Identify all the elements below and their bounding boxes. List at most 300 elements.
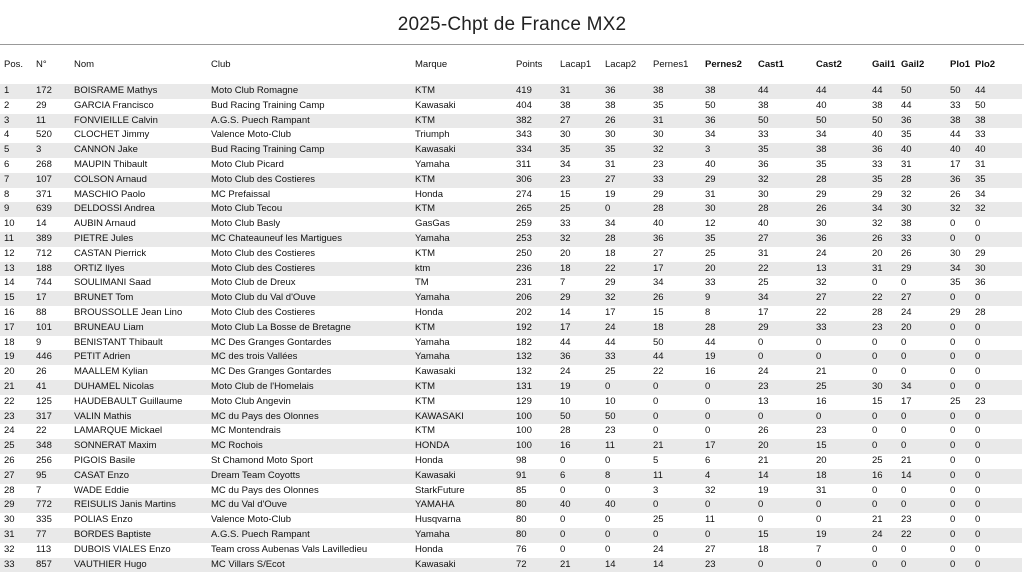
- table-cell: 35: [701, 232, 754, 247]
- table-cell: 23: [653, 158, 664, 170]
- table-cell: 50: [868, 114, 897, 129]
- table-cell: 21: [816, 366, 827, 378]
- table-cell: 36: [758, 158, 769, 170]
- table-row: [0, 262, 1022, 277]
- table-cell: Bud Racing Training Camp: [211, 99, 325, 111]
- table-cell: Kawasaki: [415, 99, 456, 111]
- table-cell: 32: [705, 484, 716, 496]
- table-cell: 28: [812, 173, 868, 188]
- table-cell: 23: [901, 514, 912, 526]
- table-cell: 26: [649, 291, 701, 306]
- table-cell: 20: [816, 454, 827, 466]
- table-cell: 16: [556, 439, 601, 454]
- table-cell: 80: [516, 514, 527, 526]
- table-cell: 12: [705, 218, 716, 230]
- table-cell: 107: [32, 173, 70, 188]
- column-header: Pos.: [4, 59, 24, 70]
- table-cell: Honda: [415, 454, 443, 466]
- table-cell: 27: [754, 232, 812, 247]
- table-cell: 32: [649, 143, 701, 158]
- table-cell: 8: [601, 469, 649, 484]
- table-cell: 0: [560, 514, 566, 526]
- table-cell: 33: [872, 158, 883, 170]
- table-cell: 31: [975, 158, 986, 170]
- table-cell: 50: [897, 84, 946, 99]
- table-cell: 30: [897, 202, 946, 217]
- table-cell: 30: [605, 129, 616, 141]
- table-cell: 34: [653, 277, 664, 289]
- table-cell: 0: [950, 336, 956, 348]
- column-header: Lacap2: [605, 59, 637, 70]
- table-cell: 14: [36, 218, 47, 230]
- table-cell: Yamaha: [415, 158, 450, 170]
- table-cell: 29: [754, 321, 812, 336]
- table-cell: 17: [701, 439, 754, 454]
- table-cell: 20: [560, 247, 571, 259]
- table-cell: 38: [946, 114, 971, 129]
- table-cell: 0: [601, 528, 649, 543]
- table-cell: 36: [946, 173, 971, 188]
- table-row: [0, 498, 1022, 513]
- table-cell: 334: [512, 143, 556, 158]
- table-cell: 35: [601, 143, 649, 158]
- table-cell: PIETRE Jules: [70, 232, 207, 247]
- table-cell: 38: [971, 114, 1022, 129]
- table-row: [0, 321, 1022, 336]
- table-cell: 0: [754, 350, 812, 365]
- table-cell: 38: [872, 99, 883, 111]
- table-cell: CLOCHET Jimmy: [74, 129, 150, 141]
- table-row: [0, 232, 1022, 247]
- table-cell: 0: [872, 484, 878, 496]
- table-cell: 2: [4, 99, 10, 111]
- table-cell: 35: [868, 173, 897, 188]
- table-cell: 0: [971, 321, 1022, 336]
- table-cell: 0: [872, 543, 878, 555]
- table-cell: 13: [812, 262, 868, 277]
- table-cell: 41: [32, 380, 70, 395]
- table-cell: 77: [32, 528, 70, 543]
- table-cell: Moto Club des Costieres: [207, 262, 411, 277]
- table-cell: 9: [0, 202, 32, 217]
- table-cell: 744: [36, 277, 52, 289]
- table-cell: 0: [975, 543, 981, 555]
- table-cell: 0: [946, 350, 971, 365]
- column-header: Lacap1: [560, 59, 592, 70]
- table-cell: 0: [812, 410, 868, 425]
- table-cell: 29: [36, 99, 47, 111]
- table-row: [0, 217, 1022, 232]
- table-cell: 40: [705, 158, 716, 170]
- table-cell: 31: [901, 158, 912, 170]
- column-header: Pernes2: [705, 59, 742, 70]
- table-cell: 188: [32, 262, 70, 277]
- table-cell: 40: [971, 143, 1022, 158]
- table-cell: 0: [705, 425, 711, 437]
- table-row: [0, 336, 1022, 351]
- table-cell: 91: [512, 469, 556, 484]
- table-cell: 20: [4, 366, 15, 378]
- table-cell: 40: [601, 498, 649, 513]
- table-cell: 33: [950, 99, 961, 111]
- table-cell: 44: [971, 84, 1022, 99]
- table-cell: MC Chateauneuf les Martigues: [207, 232, 411, 247]
- table-cell: CANNON Jake: [70, 143, 207, 158]
- table-cell: 26: [812, 202, 868, 217]
- table-row: [0, 350, 1022, 365]
- table-cell: 32: [816, 277, 827, 289]
- table-cell: 36: [975, 277, 986, 289]
- table-cell: 29: [950, 306, 961, 318]
- table-cell: 25: [705, 247, 716, 259]
- table-cell: 34: [816, 129, 827, 141]
- table-cell: 40: [872, 129, 883, 141]
- table-cell: 192: [512, 321, 556, 336]
- table-row: [0, 128, 1022, 143]
- table-cell: 24: [868, 528, 897, 543]
- table-cell: 0: [950, 366, 956, 378]
- table-cell: 50: [946, 84, 971, 99]
- table-cell: 100: [512, 439, 556, 454]
- column-header: Plo2: [975, 59, 996, 70]
- column-header: Points: [516, 59, 543, 70]
- table-row: [0, 469, 1022, 484]
- table-cell: 231: [516, 277, 532, 289]
- table-cell: 34: [705, 129, 716, 141]
- table-cell: 101: [32, 321, 70, 336]
- table-cell: 17: [649, 262, 701, 277]
- table-cell: GARCIA Francisco: [74, 99, 154, 111]
- table-cell: 0: [816, 514, 822, 526]
- table-cell: 0: [812, 558, 868, 573]
- table-cell: 0: [868, 350, 897, 365]
- table-cell: Bud Racing Training Camp: [207, 143, 411, 158]
- table-cell: 5: [0, 143, 32, 158]
- table-cell: MC du Val d'Ouve: [207, 498, 411, 513]
- table-cell: BROUSSOLLE Jean Lino: [74, 306, 183, 318]
- table-cell: KTM: [411, 321, 512, 336]
- table-cell: 29: [653, 188, 664, 200]
- table-cell: 50: [556, 410, 601, 425]
- table-cell: 113: [36, 543, 52, 555]
- table-cell: Team cross Aubenas Vals Lavilledieu: [211, 543, 368, 555]
- table-cell: 40: [816, 99, 827, 111]
- table-cell: 17: [32, 291, 70, 306]
- table-cell: 1: [0, 84, 32, 99]
- table-cell: 419: [512, 84, 556, 99]
- table-cell: 11: [649, 469, 701, 484]
- table-cell: Kawasaki: [411, 143, 512, 158]
- table-cell: 38: [701, 84, 754, 99]
- table-cell: 0: [701, 410, 754, 425]
- table-cell: 34: [605, 218, 616, 230]
- table-cell: FONVIEILLE Calvin: [70, 114, 207, 129]
- table-cell: StarkFuture: [415, 484, 465, 496]
- table-cell: 24: [4, 425, 15, 437]
- table-cell: BENISTANT Thibault: [74, 336, 163, 348]
- table-cell: Moto Club Romagne: [207, 84, 411, 99]
- table-cell: POLIAS Enzo: [74, 514, 133, 526]
- table-cell: 10: [605, 395, 616, 407]
- table-cell: 38: [812, 143, 868, 158]
- table-cell: 32: [946, 202, 971, 217]
- table-cell: 0: [901, 336, 907, 348]
- table-row: [0, 158, 1022, 173]
- table-cell: 28: [872, 306, 883, 318]
- table-cell: 44: [868, 84, 897, 99]
- table-cell: HAUDEBAULT Guillaume: [74, 395, 183, 407]
- table-cell: 17: [950, 158, 961, 170]
- table-row: [0, 410, 1022, 425]
- table-cell: 26: [601, 114, 649, 129]
- table-cell: 80: [512, 528, 556, 543]
- table-cell: Moto Club Tecou: [207, 202, 411, 217]
- table-cell: MC du Pays des Olonnes: [211, 484, 319, 496]
- table-cell: 0: [946, 410, 971, 425]
- table-cell: 26: [758, 425, 769, 437]
- table-cell: 33: [560, 218, 571, 230]
- table-cell: 35: [950, 277, 961, 289]
- table-cell: 28: [975, 306, 986, 318]
- table-row: [0, 291, 1022, 306]
- table-cell: 0: [950, 514, 956, 526]
- table-cell: 33: [758, 129, 769, 141]
- table-cell: 4: [4, 129, 10, 141]
- table-cell: DUBOIS VIALES Enzo: [74, 543, 171, 555]
- table-cell: HONDA: [411, 439, 512, 454]
- table-cell: 27: [653, 247, 664, 259]
- table-cell: 29: [0, 498, 32, 513]
- table-cell: 50: [653, 336, 664, 348]
- table-cell: Yamaha: [411, 528, 512, 543]
- column-header: Club: [211, 59, 231, 70]
- table-cell: KTM: [411, 114, 512, 129]
- table-cell: Moto Club de Dreux: [211, 277, 296, 289]
- table-cell: CASAT Enzo: [70, 469, 207, 484]
- table-cell: 25: [0, 439, 32, 454]
- table-cell: BORDES Baptiste: [70, 528, 207, 543]
- table-cell: 0: [601, 202, 649, 217]
- table-cell: 88: [36, 306, 47, 318]
- table-cell: 7: [816, 543, 822, 555]
- table-cell: 0: [872, 336, 878, 348]
- table-cell: BRUNET Tom: [70, 291, 207, 306]
- table-cell: MC des trois Vallées: [207, 350, 411, 365]
- table-cell: 95: [32, 469, 70, 484]
- table-cell: 0: [754, 498, 812, 513]
- table-cell: 32: [556, 232, 601, 247]
- table-cell: 7: [560, 277, 566, 289]
- table-cell: 15: [560, 188, 571, 200]
- table-cell: DELDOSSI Andrea: [70, 202, 207, 217]
- table-cell: 14: [754, 469, 812, 484]
- table-cell: 0: [971, 469, 1022, 484]
- table-cell: 129: [516, 395, 532, 407]
- table-cell: 33: [975, 129, 986, 141]
- table-cell: KTM: [415, 395, 436, 407]
- table-cell: 76: [516, 543, 527, 555]
- table-cell: 0: [971, 528, 1022, 543]
- table-cell: 18: [758, 543, 769, 555]
- table-cell: KTM: [415, 425, 436, 437]
- table-cell: 16: [705, 366, 716, 378]
- table-cell: BOISRAME Mathys: [70, 84, 207, 99]
- table-cell: 21: [556, 558, 601, 573]
- table-cell: 31: [556, 84, 601, 99]
- table-cell: 31: [605, 158, 616, 170]
- table-cell: 132: [512, 350, 556, 365]
- table-cell: Moto Club des Costieres: [207, 173, 411, 188]
- table-cell: 32: [971, 202, 1022, 217]
- column-header: Gail2: [901, 59, 925, 70]
- table-cell: 0: [975, 514, 981, 526]
- table-row: [0, 513, 1022, 528]
- table-cell: BRUNEAU Liam: [70, 321, 207, 336]
- table-cell: A.G.S. Puech Rampant: [207, 114, 411, 129]
- table-cell: 25: [758, 277, 769, 289]
- table-cell: 274: [516, 188, 532, 200]
- table-cell: CASTAN Pierrick: [74, 247, 147, 259]
- table-cell: 0: [946, 439, 971, 454]
- table-cell: 100: [512, 410, 556, 425]
- table-cell: 639: [32, 202, 70, 217]
- table-cell: A.G.S. Puech Rampant: [207, 528, 411, 543]
- table-cell: 22: [897, 528, 946, 543]
- table-cell: 0: [868, 498, 897, 513]
- table-cell: 72: [512, 558, 556, 573]
- table-cell: 18: [605, 247, 616, 259]
- table-cell: 38: [649, 84, 701, 99]
- table-cell: 0: [975, 218, 981, 230]
- table-cell: TM: [415, 277, 429, 289]
- table-cell: 17: [605, 306, 616, 318]
- column-header: Marque: [415, 59, 448, 70]
- column-header: Pernes1: [653, 59, 689, 70]
- table-cell: 0: [950, 218, 956, 230]
- table-row: [0, 439, 1022, 454]
- table-cell: 44: [901, 99, 912, 111]
- table-body: [0, 73, 1022, 572]
- table-cell: 36: [649, 232, 701, 247]
- table-cell: 0: [901, 277, 907, 289]
- table-cell: 125: [36, 395, 52, 407]
- table-cell: 19: [812, 528, 868, 543]
- table-cell: 28: [754, 202, 812, 217]
- table-cell: 335: [36, 514, 52, 526]
- table-cell: 317: [32, 410, 70, 425]
- table-row: [0, 454, 1022, 469]
- table-cell: Valence Moto-Club: [211, 514, 292, 526]
- table-cell: 268: [36, 158, 52, 170]
- table-cell: 19: [758, 484, 769, 496]
- table-spacer-row: [0, 73, 1022, 84]
- table-cell: 50: [812, 114, 868, 129]
- table-cell: Moto Club Picard: [211, 158, 284, 170]
- column-header: Nom: [74, 59, 95, 70]
- table-cell: Moto Club Basly: [211, 218, 281, 230]
- table-cell: 26: [4, 454, 15, 466]
- table-cell: 26: [950, 188, 961, 200]
- table-cell: 0: [560, 543, 566, 555]
- table-cell: 9: [701, 291, 754, 306]
- table-cell: 38: [901, 218, 912, 230]
- table-cell: 32: [901, 188, 912, 200]
- table-cell: 3: [32, 143, 70, 158]
- table-cell: 0: [605, 543, 611, 555]
- table-cell: 0: [872, 425, 878, 437]
- table-row: [0, 247, 1022, 262]
- table-cell: 38: [560, 99, 571, 111]
- table-cell: 0: [971, 380, 1022, 395]
- table-cell: 36: [897, 114, 946, 129]
- table-cell: 34: [897, 380, 946, 395]
- table-cell: 0: [758, 336, 764, 348]
- table-cell: 19: [701, 350, 754, 365]
- table-cell: Dream Team Coyotts: [207, 469, 411, 484]
- table-row: [0, 528, 1022, 543]
- table-cell: 0: [897, 410, 946, 425]
- table-cell: 22: [868, 291, 897, 306]
- table-cell: 30: [4, 514, 15, 526]
- table-cell: 36: [601, 84, 649, 99]
- table-cell: 0: [971, 410, 1022, 425]
- table-cell: 7: [0, 173, 32, 188]
- table-cell: AUBIN Arnaud: [74, 218, 136, 230]
- table-cell: 11: [705, 514, 715, 526]
- standings-table: [0, 56, 1022, 572]
- table-cell: MC Prefaissal: [211, 188, 271, 200]
- table-cell: Yamaha: [415, 336, 450, 348]
- table-cell: 30: [816, 218, 827, 230]
- table-cell: 44: [649, 350, 701, 365]
- table-cell: 772: [32, 498, 70, 513]
- table-cell: VALIN Mathis: [70, 410, 207, 425]
- table-cell: 0: [950, 425, 956, 437]
- table-cell: 29: [701, 173, 754, 188]
- table-cell: 0: [560, 484, 566, 496]
- table-cell: 0: [872, 366, 878, 378]
- table-cell: 0: [975, 454, 981, 466]
- table-row: [0, 202, 1022, 217]
- table-cell: 32: [601, 291, 649, 306]
- table-cell: 36: [868, 143, 897, 158]
- table-cell: 0: [971, 498, 1022, 513]
- title-divider: [0, 44, 1024, 45]
- table-cell: 24: [653, 543, 664, 555]
- table-cell: 36: [556, 350, 601, 365]
- table-cell: 0: [754, 558, 812, 573]
- table-cell: 3: [0, 114, 32, 129]
- table-cell: 0: [754, 410, 812, 425]
- table-cell: 0: [946, 321, 971, 336]
- table-cell: 16: [4, 306, 15, 318]
- table-cell: 0: [975, 366, 981, 378]
- table-cell: 343: [516, 129, 532, 141]
- table-cell: 172: [32, 84, 70, 99]
- table-cell: 31: [816, 484, 827, 496]
- table-cell: 16: [868, 469, 897, 484]
- table-cell: 25: [872, 454, 883, 466]
- table-cell: 0: [872, 277, 878, 289]
- table-cell: 5: [653, 454, 659, 466]
- table-cell: 12: [4, 247, 15, 259]
- table-cell: 24: [601, 321, 649, 336]
- table-cell: SOULIMANI Saad: [74, 277, 152, 289]
- table-cell: SONNERAT Maxim: [70, 439, 207, 454]
- table-cell: Husqvarna: [415, 514, 461, 526]
- table-cell: 0: [897, 498, 946, 513]
- table-cell: 34: [754, 291, 812, 306]
